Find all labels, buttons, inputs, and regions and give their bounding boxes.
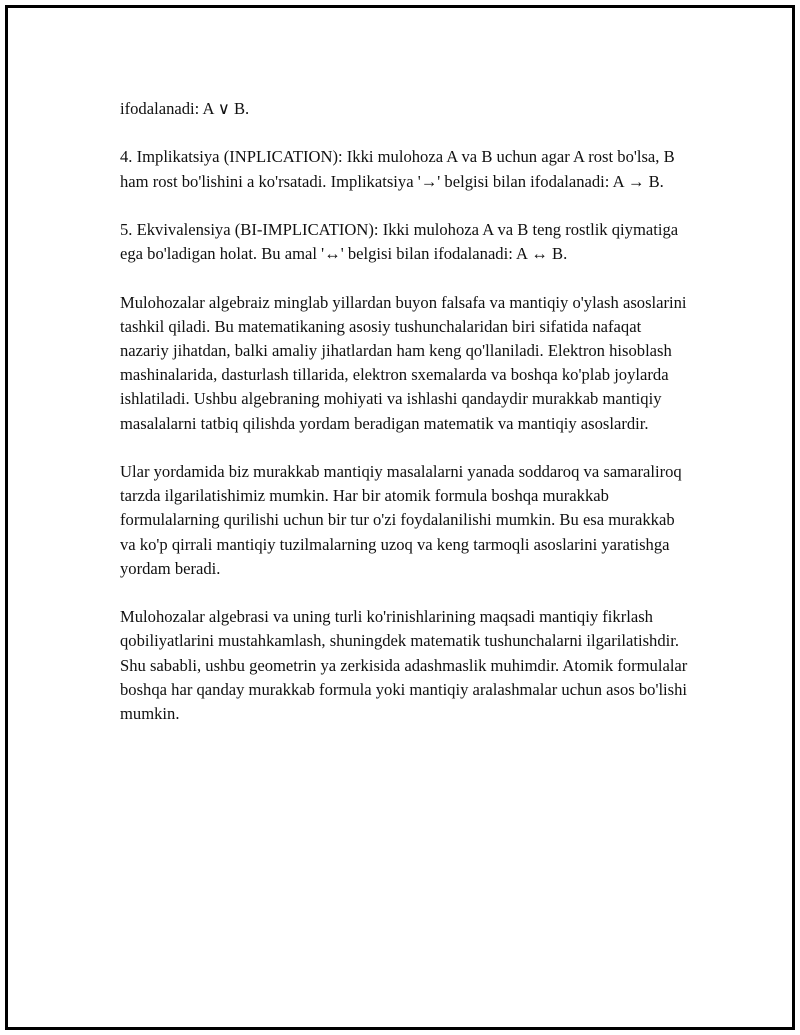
page-border <box>5 5 795 1030</box>
paragraph-implication: 4. Implikatsiya (INPLICATION): Ikki mulohoza A va B uchun agar A rost bo'lsa, B ham rost bo'lishini a ko'rsatadi. Implikatsiya '→' belgisi bilan ifodalanadi: A → B. <box>120 147 675 191</box>
paragraph-algebra-purpose: Mulohozalar algebrasi va uning turli ko'rinishlarining maqsadi mantiqiy fikrlash qobiliyatlarini mustahkamlash, shuningdek matematik tushunchalarni ilgarilatishdir. Shu sababli, ushbu geometrin ya zerkisida adashmaslik muhimdir. Atomik formulalar boshqa har qanday murakkab formula yoki mantiqiy aralashmalar uchun asos bo'lishi mumkin. <box>120 607 688 723</box>
paragraph-algebra-overview: Mulohozalar algebraiz minglab yillardan buyon falsafa va mantiqiy o'ylash asoslarini tashkil qiladi. Bu matematikaning asosiy tushunchalaridan biri sifatida nafaqat nazariy jihatdan, balki amaliy jihatlardan ham keng qo'llaniladi. Elektron hisoblash mashinalarida, dasturlash tillarida, elektron sxemalarda va boshqa ko'plab joylarda ishlatiladi. Ushbu algebraning mohiyati va ishlashi qandaydir murakkab mantiqiy masalalarni tatbiq qilishda yordam beradigan matematik va mantiqiy asoslardir. <box>120 292 687 433</box>
paragraph-atomic-formulas: Ular yordamida biz murakkab mantiqiy masalalarni yanada soddaroq va samaraliroq tarzda ilgarilatishimiz mumkin. Har bir atomik formula boshqa murakkab formulalarning qurilishi uchun bir tur o'zi foydalanilishi mumkin. Bu esa murakkab va ko'p qirrali mantiqiy tuzilmalarning uzoq va keng tarmoqli asoslarini yaratishga yordam beradi. <box>120 461 682 578</box>
paragraph-equivalence: 5. Ekvivalensiya (BI-IMPLICATION): Ikki mulohoza A va B teng rostlik qiymatiga ega bo'ladigan holat. Bu amal '↔' belgisi bilan ifodalanadi: A ↔ B. <box>120 219 679 264</box>
document-body <box>120 97 690 750</box>
paragraph-disjunction-end: ifodalanadi: A ∨ B. <box>120 99 250 118</box>
